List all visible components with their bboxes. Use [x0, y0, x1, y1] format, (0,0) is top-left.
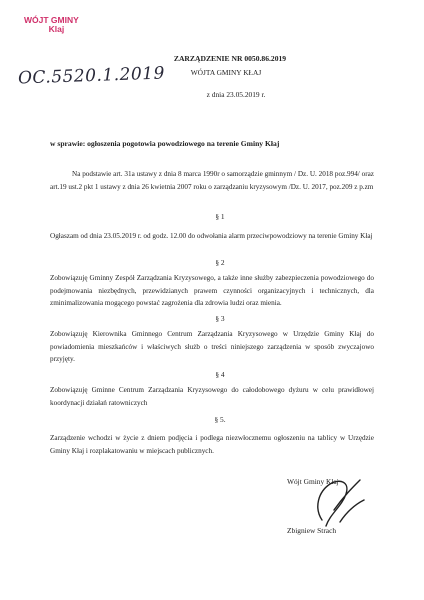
stamp-line1: WÓJT GMINY: [24, 15, 79, 25]
stamp-line2: Klaj: [48, 24, 65, 34]
section-mark-3: § 3: [215, 314, 225, 323]
document-subject: w sprawie: ogłoszenia pogotowia powodziowego na terenie Gminy Kłaj: [50, 139, 280, 148]
handwritten-reference: OC.5520.1.2019: [17, 63, 166, 89]
document-date: z dnia 23.05.2019 r.: [206, 90, 266, 99]
signature-title: Wójt Gminy Kłaj: [287, 477, 339, 486]
signature-name: Zbigniew Strach: [287, 526, 337, 535]
section-text-4: Zobowiązuję Gminne Centrum Zarządzania Kryzysowego do całodobowego dyżuru w celu prawidłowej koordynacji działań ratowniczych: [50, 386, 374, 407]
section-text-1: Ogłaszam od dnia 23.05.2019 r. od godz. 12.00 do odwołania alarm przeciwpowodziowy na terenie Gminy Kłaj: [50, 232, 373, 240]
section-mark-5: § 5.: [214, 415, 226, 424]
official-stamp: [24, 16, 79, 34]
section-text-3: Zobowiązuję Kierownika Gminnego Centrum Zarządzania Kryzysowego w Urzędzie Gminy Kłaj do powiadomienia mieszkańców i właściwych służb o treści niniejszego zarządzenia w sposób zwyczajowo przyjęty.: [50, 330, 374, 363]
section-text-2: Zobowiązuję Gminny Zespół Zarządzania Kryzysowego, a także inne służby zabezpieczenia powodziowego do podejmowania niezbędnych, przewidzianych prawem czynności organizacyjnych i technicznych, dla zminimalizowania mogącego powstać zagrożenia dla zdrowia ludzi oraz mienia.: [50, 274, 374, 307]
section-mark-4: § 4: [215, 370, 225, 379]
document-issuer: WÓJTA GMINY KŁAJ: [190, 68, 262, 77]
document-title: ZARZĄDZENIE NR 0050.86.2019: [173, 54, 287, 63]
section-mark-1: § 1: [215, 212, 225, 221]
section-text-5: Zarządzenie wchodzi w życie z dniem podjęcia i podlega niezwłocznemu ogłoszeniu na tablicy w Urzędzie Gminy Kłaj i rozplakatowaniu w miejscach publicznych.: [50, 434, 374, 455]
section-mark-2: § 2: [215, 258, 225, 267]
preamble-paragraph: Na podstawie art. 31a ustawy z dnia 8 marca 1990r o samorządzie gminnym / Dz. U. 2018 poz.994/ oraz art.19 ust.2 pkt 1 ustawy z dnia 26 kwietnia 2007 roku o zarządzaniu kryzysowym /Dz. U. 2017, poz.209 z p.zm: [50, 170, 374, 191]
handwritten-signature: [300, 470, 370, 532]
